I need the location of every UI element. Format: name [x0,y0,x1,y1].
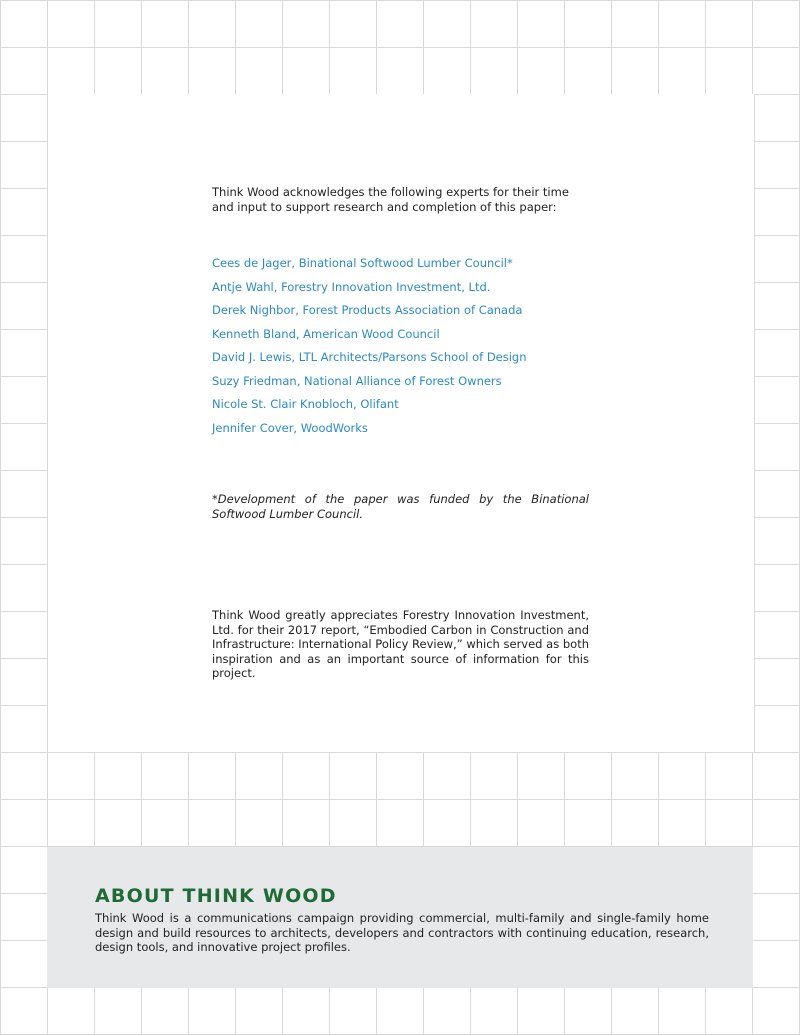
thanks-paragraph: Think Wood greatly appreciates Forestry Innovation Investment, Ltd. for their 2017 report, “Embodied Carbon in Construction and Infrastructure: International Policy Review,” which served as both inspiration and as an important source of information for this project. [212,608,589,680]
acknowledgement-intro: Think Wood acknowledges the following experts for their time and input to support research and completion of this paper: [212,185,569,214]
expert-item[interactable]: Cees de Jager, Binational Softwood Lumber Council* [212,256,513,270]
about-section [47,847,753,988]
expert-item[interactable]: Nicole St. Clair Knobloch, Olifant [212,397,399,411]
about-text: Think Wood is a communications campaign providing commercial, multi-family and single-family home design and build resources to architects, developers and contractors with continuing education, research, design tools, and innovative project profiles. [95,911,709,954]
expert-item[interactable]: David J. Lewis, LTL Architects/Parsons School of Design [212,350,527,364]
expert-item[interactable]: Derek Nighbor, Forest Products Association of Canada [212,303,523,317]
experts-list [212,256,589,444]
about-title: ABOUT THINK WOOD [95,885,337,907]
expert-item[interactable]: Suzy Friedman, National Alliance of Forest Owners [212,373,502,388]
expert-item[interactable]: Jennifer Cover, WoodWorks [212,420,368,435]
expert-item[interactable]: Antje Wahl, Forestry Innovation Investment, Ltd. [212,279,491,294]
expert-item[interactable]: Kenneth Bland, American Wood Council [212,326,440,341]
funding-footnote: *Development of the paper was funded by the Binational Softwood Lumber Council. [212,492,589,521]
